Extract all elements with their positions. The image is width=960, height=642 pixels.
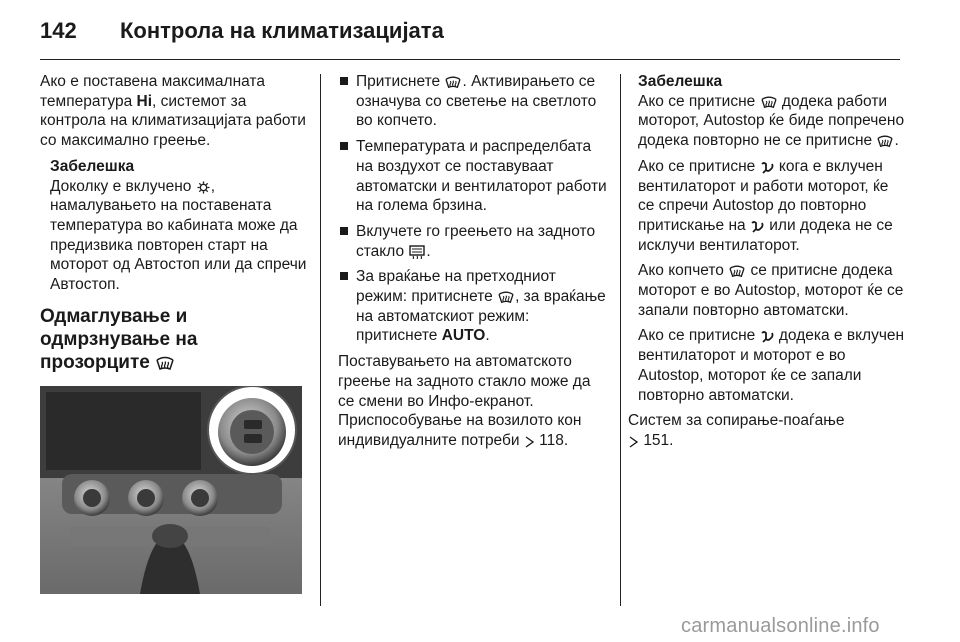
page-header xyxy=(40,18,444,48)
page-title: Контрола на климатизацијата xyxy=(120,18,444,43)
fan-icon xyxy=(751,220,764,233)
windscreen-defrost-icon xyxy=(445,75,461,89)
header-rule xyxy=(40,59,900,60)
windscreen-defrost-icon xyxy=(156,355,174,371)
watermark-url: carmanualsonline.info xyxy=(681,615,880,637)
rear-window-heater-icon xyxy=(409,245,425,259)
note-paragraph: Ако се притисне додека работи моторот, Autostop ќе биде попречено додека повторно не се притисне . xyxy=(638,92,905,150)
auto-label: AUTO xyxy=(441,327,486,345)
list-item: Притиснете . Активирањето се означува со светење на светлото во копчето. xyxy=(338,72,608,131)
hi-label: Hi xyxy=(136,92,153,110)
list-item: Вклучете го греењето на задното стакло . xyxy=(338,222,608,261)
note-paragraph: Ако се притисне кога е вклучен вентилаторот и работи моторот, ќе се спречи Autostop до повторно притискање на или додека не се исклучи вентилаторот. xyxy=(638,157,893,254)
list-item: Температурата и распределбата на воздухот се поставуваат автоматски и вентилаторот работи на голема брзина. xyxy=(338,137,608,216)
page-reference[interactable]: 118. xyxy=(539,431,569,449)
page-ref-arrow-icon xyxy=(629,436,638,448)
column-2 xyxy=(338,72,608,457)
column-1 xyxy=(40,72,308,594)
fan-icon xyxy=(761,330,774,343)
column-divider xyxy=(620,74,621,606)
windscreen-defrost-icon xyxy=(729,264,745,278)
note-title: Забелешка xyxy=(50,157,135,175)
list-item: За враќање на претходниот режим: притиснете , за враќање на автоматскиот режим: притиснете AUTO. xyxy=(338,267,608,346)
note-paragraph: Ако се притисне додека е вклучен вентилаторот и моторот е во Autostop, моторот ќе се запали повторно автоматски. xyxy=(638,327,905,404)
paragraph: Поставувањето на автоматското греење на задното стакло може да се смени во Инфо-екранот. Приспособување на возилото кон индивидуалните потреби 118. xyxy=(338,353,591,449)
windscreen-defrost-icon xyxy=(877,134,893,148)
intro-paragraph: Ако е поставена максималната температура Hi, системот за контрола на климатизацијата работи со максимално греење. xyxy=(40,73,306,150)
windscreen-defrost-icon xyxy=(498,290,514,304)
note-title: Забелешка xyxy=(638,73,723,90)
autostop-icon xyxy=(197,181,210,194)
windscreen-defrost-icon xyxy=(761,95,777,109)
section-heading: Одмаглување и одмрзнување на прозорците xyxy=(40,305,198,373)
paragraph: Систем за сопирање-поаѓање 151. xyxy=(628,412,845,449)
page-reference[interactable]: 151. xyxy=(643,431,674,449)
note-paragraph: Ако копчето се притисне додека моторот е во Autostop, моторот ќе се запали повторно автоматски. xyxy=(638,262,904,319)
column-divider xyxy=(320,74,321,606)
page-number: 142 xyxy=(40,18,77,43)
page-ref-arrow-icon xyxy=(525,436,534,448)
column-3 xyxy=(628,72,906,451)
fan-icon xyxy=(761,161,774,174)
climate-control-photo xyxy=(40,386,302,594)
note-block: Забелешка Доколку е вклучено , намалувањето на поставената температура во кабината може да предизвика повторен старт на моторот од Автостоп или да спречи Автостоп. xyxy=(50,157,307,294)
